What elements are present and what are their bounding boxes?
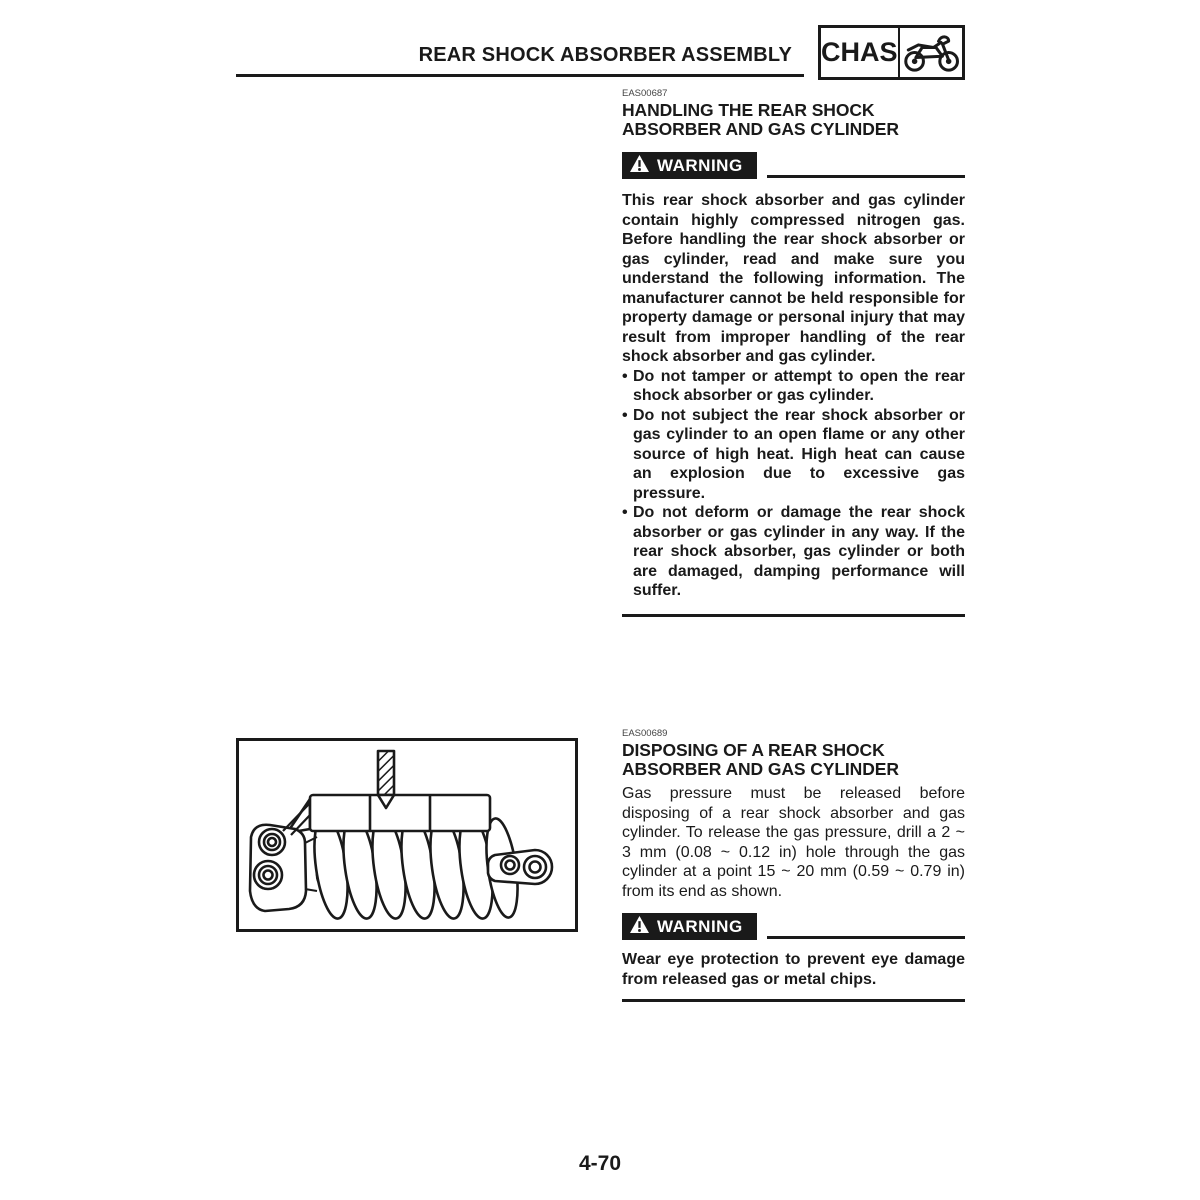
warning-label: WARNING (657, 916, 743, 936)
list-item: • Do not tamper or attempt to open the rear shock absorber or gas cylinder. (622, 367, 965, 406)
section-paragraph: Gas pressure must be released before disposing of a rear shock absorber and gas cylinder. To release the gas pressure, drill a 2 ~ 3 mm (0.08 ~ 0.12 in) hole through the gas cylinder at a point 15 ~ 20 mm (0.59 ~ 0.79 in) from its end as shown. (622, 785, 965, 900)
warning-rule (767, 936, 965, 939)
warning-badge (622, 152, 757, 179)
section-code: EAS00687 (622, 88, 668, 99)
list-item: • Do not subject the rear shock absorber or gas cylinder to an open flame or any other source of high heat. High heat can cause an explosion due to excessive gas pressure. (622, 406, 965, 504)
list-item: • Do not deform or damage the rear shock absorber or gas cylinder in any way. If the rear shock absorber, gas cylinder or both are damaged, damping performance will suffer. (622, 503, 965, 601)
chapter-tab (818, 25, 965, 80)
warning-rule (767, 175, 965, 178)
section-disposing (622, 728, 965, 1002)
shock-absorber-illustration (239, 741, 575, 929)
warning-label: WARNING (657, 155, 743, 175)
warning-banner (622, 152, 965, 179)
warning-badge (622, 913, 757, 940)
warning-triangle-icon (629, 915, 650, 939)
motorcycle-icon (900, 28, 962, 77)
warning-paragraph: This rear shock absorber and gas cylinder contain highly compressed nitrogen gas. Before handling the rear shock absorber or gas cylinder, read and make sure you understand the following information. The manufacturer cannot be held responsible for property damage or personal injury that may result from improper handling of the rear shock absorber and gas cylinder. (622, 192, 965, 365)
shock-absorber-figure (236, 738, 578, 932)
section-heading: HANDLING THE REAR SHOCK ABSORBER AND GAS CYLINDER (622, 100, 899, 139)
section-handling (622, 88, 965, 617)
page-title: REAR SHOCK ABSORBER ASSEMBLY (418, 44, 792, 66)
warning-triangle-icon (629, 154, 650, 178)
warning-paragraph: Wear eye protection to prevent eye damage from released gas or metal chips. (622, 951, 965, 988)
warning-banner (622, 913, 965, 940)
page-number: 4-70 (578, 1152, 622, 1175)
header-rule (236, 74, 804, 77)
section-code: EAS00689 (622, 728, 668, 739)
section-end-rule (622, 614, 965, 617)
warning-bullet-list (622, 367, 965, 601)
section-end-rule (622, 999, 965, 1002)
section-heading: DISPOSING OF A REAR SHOCK ABSORBER AND GAS CYLINDER (622, 740, 899, 779)
chapter-tab-label: CHAS (821, 28, 900, 77)
